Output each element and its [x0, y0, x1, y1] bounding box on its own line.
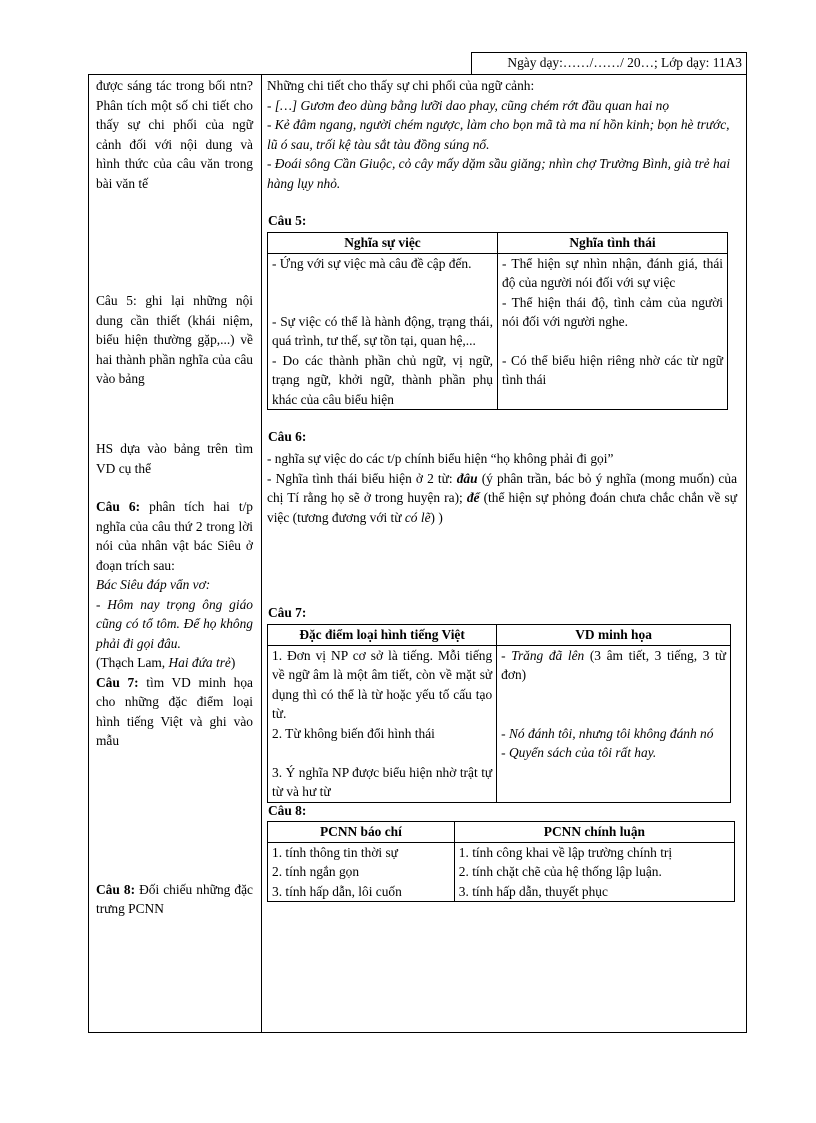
answer4-detail-3: - Đoái sông Cần Giuộc, cỏ cây mấy dặm sầu giăng; nhìn chợ Trường Bình, già trẻ hai hàng lụy nhỏ.	[267, 156, 731, 191]
left-question-5	[96, 291, 253, 439]
t5-header-1: Nghĩa sự việc	[268, 233, 498, 254]
answer6-line-2	[267, 469, 737, 528]
q8-text: Đối chiếu những đặc trưng PCNN	[96, 881, 253, 916]
t5-cell-2a: - Thể hiện sự nhìn nhận, đánh giá, thái độ của người nói đối với sự việc	[502, 255, 723, 290]
t5-cell-1a: - Ứng với sự việc mà câu đề cập đến.	[272, 255, 472, 271]
q6-text: phân tích hai t/p nghĩa của câu thứ 2 trong lời nói của nhân vật bác Siêu ở đoạn trích sau:	[96, 499, 253, 573]
source-author: (Thạch Lam,	[96, 655, 169, 670]
left-column	[96, 76, 253, 919]
q6-source	[96, 653, 253, 673]
t7-cell-1c: 3. Ý nghĩa NP được biểu hiện nhờ trật tự từ và hư từ	[272, 764, 493, 799]
left-question-7	[96, 673, 253, 880]
t8-header-1: PCNN báo chí	[268, 822, 455, 843]
a6-part-a: - Nghĩa tình thái biểu hiện ở 2 từ:	[267, 470, 457, 486]
a6-part-g: ) )	[430, 509, 443, 525]
a6-part-e: (thể hiện sự phỏng đoán chưa chắc chắn về sự việc (tương đương với từ	[267, 490, 738, 525]
source-close: )	[230, 655, 236, 670]
a6-part-c: (ý phân trần, bác bỏ ý nghĩa (mong muốn) của chị Tí rằng họ sẽ ở trong huyện ra);	[267, 470, 738, 505]
a6-word-cole: có lẽ	[404, 509, 431, 525]
t7-cell-1a: 1. Đơn vị NP cơ sở là tiếng. Mỗi tiếng về ngữ âm là một âm tiết, còn về mặt sử dụng thì có thể là từ hoặc yếu tố cấu tạo từ.	[272, 647, 493, 721]
answer6-line-1: - nghĩa sự việc do các t/p chính biểu hiện “họ không phải đi gọi”	[267, 451, 614, 466]
cau7-heading: Câu 7:	[268, 605, 307, 620]
table-cau8	[267, 821, 735, 902]
t8-cell-a1: 1. tính thông tin thời sự	[272, 844, 398, 860]
right-column-intro	[267, 76, 739, 193]
t7-header-2: VD minh họa	[497, 625, 731, 646]
t5-cell-1c: - Do các thành phần chủ ngữ, vị ngữ, trạng ngữ, khởi ngữ, thành phần phụ khác của câu biểu hiện	[272, 352, 493, 407]
q8-label: Câu 8:	[96, 881, 136, 897]
t8-cell-b3: 3. tính hấp dẫn, thuyết phục	[458, 883, 608, 899]
left-question-6	[96, 497, 253, 575]
q7-text: tìm VD minh họa cho những đặc điểm loại hình tiếng Việt và ghi vào mẫu	[96, 674, 253, 748]
t7-example-1-note: (3 âm tiết, 3 tiếng, 3 từ đơn)	[501, 647, 726, 682]
q5-text: Câu 5: ghi lại những nội dung cần thiết (khái niệm, biểu hiện thường gặp,...) về hai thành phần nghĩa của câu vào bảng	[96, 293, 253, 386]
left-question-4: được sáng tác trong bối ntn? Phân tích một số chi tiết cho thấy sự chi phối của ngữ cảnh đối với nội dung và hình thức của câu văn trong bài văn tế	[96, 78, 253, 191]
table-cau7	[267, 624, 731, 803]
t8-cell-a3: 3. tính hấp dẫn, lôi cuốn	[272, 883, 402, 899]
source-title: Hai đứa trẻ	[168, 655, 231, 670]
t7-cell-2c: - Quyển sách của tôi rất hay.	[501, 745, 657, 760]
t7-cell-2b: - Nó đánh tôi, nhưng tôi không đánh nó	[501, 725, 714, 741]
header-date-line: Ngày dạy:……/……/ 20…; Lớp dạy: 11A3	[471, 52, 747, 74]
a6-word-dau: đâu	[456, 470, 478, 486]
answer6	[267, 449, 737, 527]
t8-header-2: PCNN chính luận	[454, 822, 734, 843]
answer4-detail-2: - Kẻ đâm ngang, người chém ngược, làm cho bọn mã tà ma ní hồn kinh; bọn hè trước, lũ ó sau, trối kệ tàu sắt tàu đồng súng nổ.	[267, 117, 730, 152]
t5-cell-1b: - Sự việc có thể là hành động, trạng thái, quá trình, tư thế, sự tồn tại, quan hệ,...	[272, 313, 493, 348]
t7-cell-1b: 2. Từ không biến đổi hình thái	[272, 725, 435, 741]
answer4-detail-1: - […] Gươm đeo dùng bằng lưỡi dao phay, cũng chém rớt đầu quan hai nọ	[267, 97, 670, 113]
q7-label: Câu 7:	[96, 674, 139, 690]
q6-quote: - Hôm nay trọng ông giáo cũng có tổ tôm. Để họ không phải đi gọi đâu.	[96, 596, 253, 651]
t8-cell-b1: 1. tính công khai về lập trường chính trị	[458, 844, 673, 860]
cau5-heading: Câu 5:	[268, 213, 307, 228]
t7-example-1: - Trăng đã lên	[501, 647, 585, 663]
left-hs-note: HS dựa vào bảng trên tìm VD cụ thể	[96, 441, 253, 476]
t5-cell-2b: - Thể hiện thái độ, tình cảm của người nói đối với người nghe.	[502, 294, 723, 329]
t8-cell-b2: 2. tính chặt chẽ của hệ thống lập luận.	[458, 864, 662, 879]
t7-header-1: Đặc điểm loại hình tiếng Việt	[268, 625, 497, 646]
left-question-8	[96, 880, 253, 919]
cau6-heading: Câu 6:	[268, 429, 307, 444]
t8-cell-a2: 2. tính ngắn gọn	[272, 864, 360, 879]
t7-cell-2a	[501, 646, 726, 724]
q6-quote-intro: Bác Siêu đáp vẩn vơ:	[96, 577, 211, 592]
a6-word-de: để	[466, 490, 480, 505]
answer4-intro: Những chi tiết cho thấy sự chi phối của ngữ cảnh:	[267, 78, 535, 93]
table-cau5	[267, 232, 728, 410]
cau8-heading: Câu 8:	[268, 803, 307, 818]
t5-header-2: Nghĩa tình thái	[498, 233, 728, 254]
column-divider	[261, 74, 262, 1033]
t5-cell-2c: - Có thể biểu hiện riêng nhờ các từ ngữ tình thái	[502, 352, 723, 387]
q6-label: Câu 6:	[96, 499, 141, 514]
